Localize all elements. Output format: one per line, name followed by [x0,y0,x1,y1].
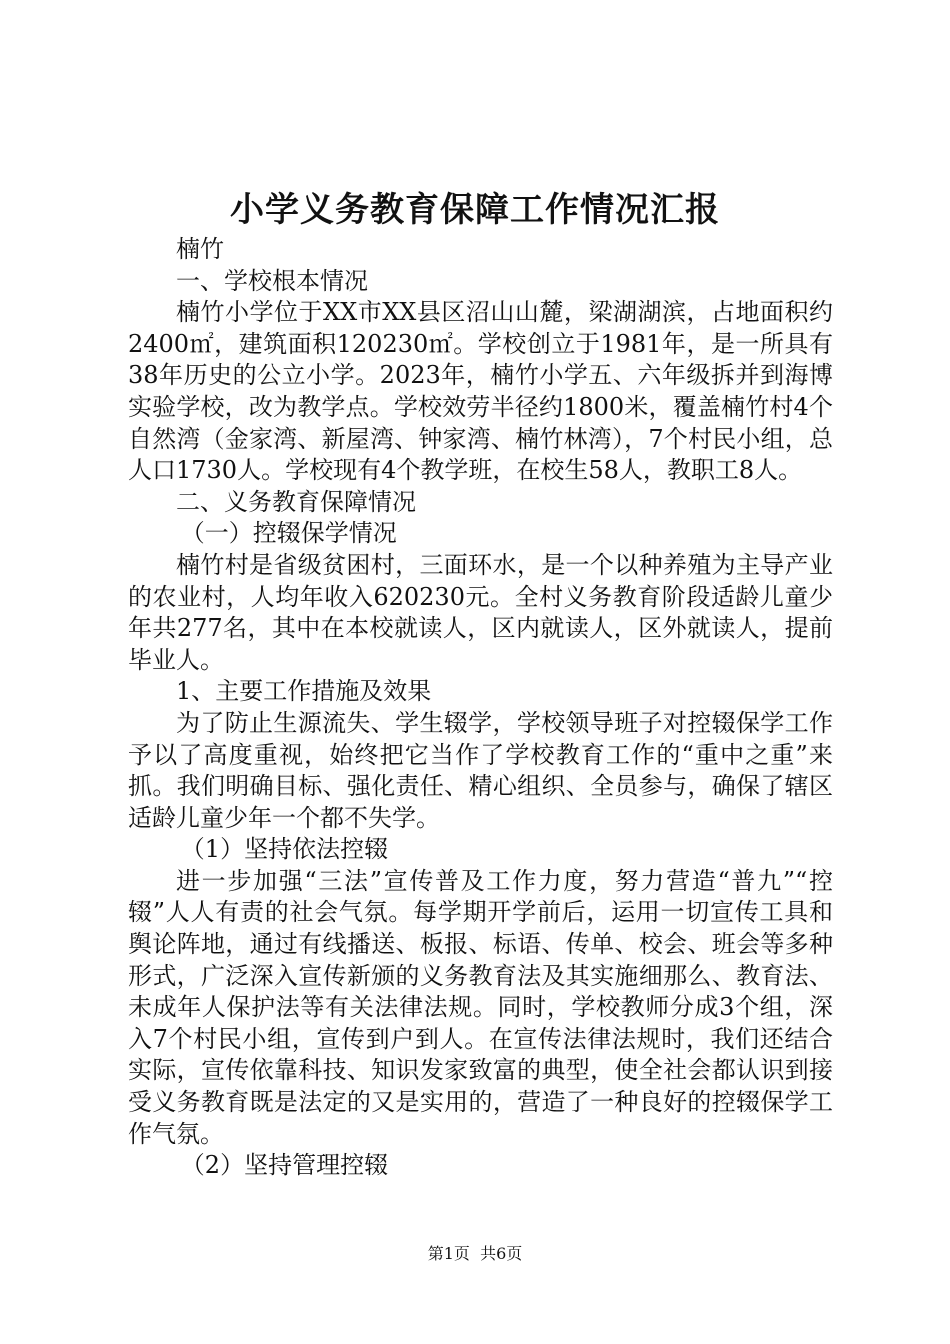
subsection-heading-1: （一）控辍保学情况 [180,519,397,548]
paragraph-school-overview: 楠竹小学位于XX市XX县区沼山山麓，梁湖湖滨，占地面积约2400㎡，建筑面积120230㎡。学校创立于1981年，是一所具有38年历史的公立小学。2023年，楠竹小学五、六年级拆并到海博实验学校，改为教学点。学校效劳半径约1800米，覆盖楠竹村4个自然湾（金家湾、新屋湾、钟家湾、楠竹林湾），7个村民小组，总人口1730人。学校现有4个教学班，在校生58人，教职工8人。 [128,298,833,485]
document-body [128,234,833,1182]
section-heading-1: 一、学校根本情况 [176,266,368,295]
page-number: 第1页 [427,1244,470,1263]
page-footer [0,1244,950,1264]
section-heading-2: 二、义务教育保障情况 [176,487,416,516]
subheading-measures: 1、主要工作措施及效果 [176,677,432,706]
page-total: 共6页 [480,1244,523,1263]
document-title: 小学义务教育保障工作情况汇报 [230,190,720,230]
item-heading-1: （1）坚持依法控辍 [180,835,389,864]
paragraph-legal-control: 进一步加强“三法”宣传普及工作力度，努力营造“普九”“控辍”人人有责的社会气氛。每学期开学前后，运用一切宣传工具和舆论阵地，通过有线播送、板报、标语、传单、校会、班会等多种形式，广泛深入宣传新颁的义务教育法及其实施细那么、教育法、未成年人保护法等有关法律法规。同时，学校教师分成3个组，深入7个村民小组，宣传到户到人。在宣传法律法规时，我们还结合实际，宣传依靠科技、知识发家致富的典型，使全社会都认识到接受义务教育既是法定的又是实用的，营造了一种良好的控辍保学工作气氛。 [128,866,833,1148]
item-heading-2: （2）坚持管理控辍 [180,1151,389,1180]
paragraph-village-overview: 楠竹村是省级贫困村，三面环水，是一个以种养殖为主导产业的农业村，人均年收入620230元。全村义务教育阶段适龄儿童少年共277名，其中在本校就读人，区内就读人，区外就读人，提前毕业人。 [128,550,833,674]
author-line: 楠竹 [176,235,224,263]
paragraph-measures: 为了防止生源流失、学生辍学，学校领导班子对控辍保学工作予以了高度重视，始终把它当作了学校教育工作的“重中之重”来抓。我们明确目标、强化责任、精心组织、全员参与，确保了辖区适龄儿童少年一个都不失学。 [128,708,833,832]
